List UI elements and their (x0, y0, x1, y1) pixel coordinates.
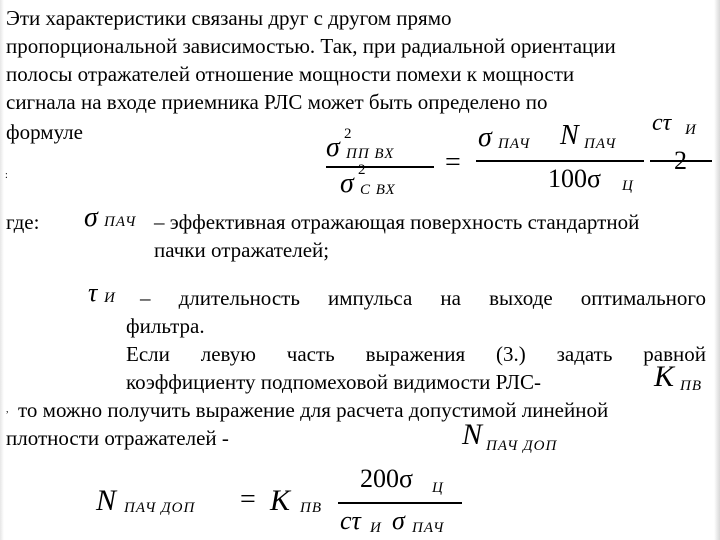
f1-rhs-num-sigma: σ (478, 122, 492, 153)
f1-num-sup: 2 (344, 126, 352, 142)
paragraph2-line1: Если левую часть выражения (3.) задать равной (126, 342, 706, 366)
f2-num-sub: Ц (432, 480, 444, 496)
f2-fraction-bar (338, 502, 462, 504)
def2-text-line1: – длительность импульса на выходе оптимального (140, 286, 706, 310)
stray-colon: : (5, 170, 8, 181)
f2-k: K (270, 484, 291, 517)
f2-den-c: cτ (340, 506, 361, 535)
f1-rhs-den: 100σ (548, 164, 602, 193)
paragraph2-k-symbol: K (654, 360, 675, 393)
f1-equals: = (445, 147, 461, 178)
paragraph2-n-symbol: N (462, 418, 483, 451)
f1-tau-sub: И (685, 122, 697, 138)
def2-symbol-sub: И (104, 290, 116, 306)
def2-symbol: τ (88, 278, 98, 307)
paragraph2-k-sub: ПВ (680, 378, 702, 394)
paragraph1-line4: сигнала на входе приемника РЛС может быть определено по (6, 90, 548, 114)
f1-rhs-num-sub2: ПАЧ (584, 136, 617, 152)
f2-equals: = (240, 484, 256, 515)
paragraph1-line2: пропорциональной зависимостью. Так, при радиальной ориентации (6, 34, 616, 58)
paragraph2-n-sub: ПАЧ ДОП (486, 438, 558, 454)
f1-tau-den: 2 (674, 146, 687, 175)
f2-den-sub1: И (370, 520, 382, 536)
f1-tau-num: cτ (652, 110, 672, 136)
f1-rhs-num-sub1: ПАЧ (498, 136, 531, 152)
f1-den-sub: С ВХ (360, 182, 396, 198)
f1-num-sub: ПП ВХ (346, 146, 395, 162)
paragraph1-line3: полосы отражателей отношение мощности помехи к мощности (6, 62, 575, 86)
left-edge-shadow (0, 0, 4, 540)
right-edge-shadow (714, 0, 720, 540)
f2-num: 200σ (360, 464, 414, 493)
f2-lhs-sub: ПАЧ ДОП (124, 500, 196, 516)
def2-text-line2: фильтра. (126, 314, 205, 338)
f1-num-sigma: σ (326, 132, 340, 163)
def1-symbol-sub: ПАЧ (104, 214, 137, 230)
paragraph2-line3: то можно получить выражение для расчета допустимой линейной (18, 398, 609, 422)
def1-symbol: σ (84, 202, 98, 233)
paragraph2-line2: коэффициенту подпомеховой видимости РЛС- (126, 370, 541, 394)
def1-text-line1: – эффективная отражающая поверхность стандартной (154, 210, 640, 234)
where-label: где: (6, 210, 40, 234)
f1-rhs-den-sub: Ц (622, 178, 634, 194)
f2-lhs: N (96, 484, 117, 517)
f2-k-sub: ПВ (300, 500, 322, 516)
stray-comma: , (6, 404, 9, 415)
paragraph2-line4: плотности отражателей - (6, 426, 229, 450)
f2-den-sigma: σ (392, 506, 405, 535)
f2-den-sub2: ПАЧ (412, 520, 445, 536)
f1-rhs-fraction-bar (476, 160, 644, 162)
f1-den-sup: 2 (358, 162, 366, 178)
paragraph1-line5: формуле (6, 120, 83, 144)
paragraph1-line1: Эти характеристики связаны друг с другом прямо (6, 6, 452, 30)
f1-rhs-num-n: N (560, 120, 579, 151)
def1-text-line2: пачки отражателей; (154, 238, 330, 262)
f1-den-sigma: σ (340, 168, 354, 199)
